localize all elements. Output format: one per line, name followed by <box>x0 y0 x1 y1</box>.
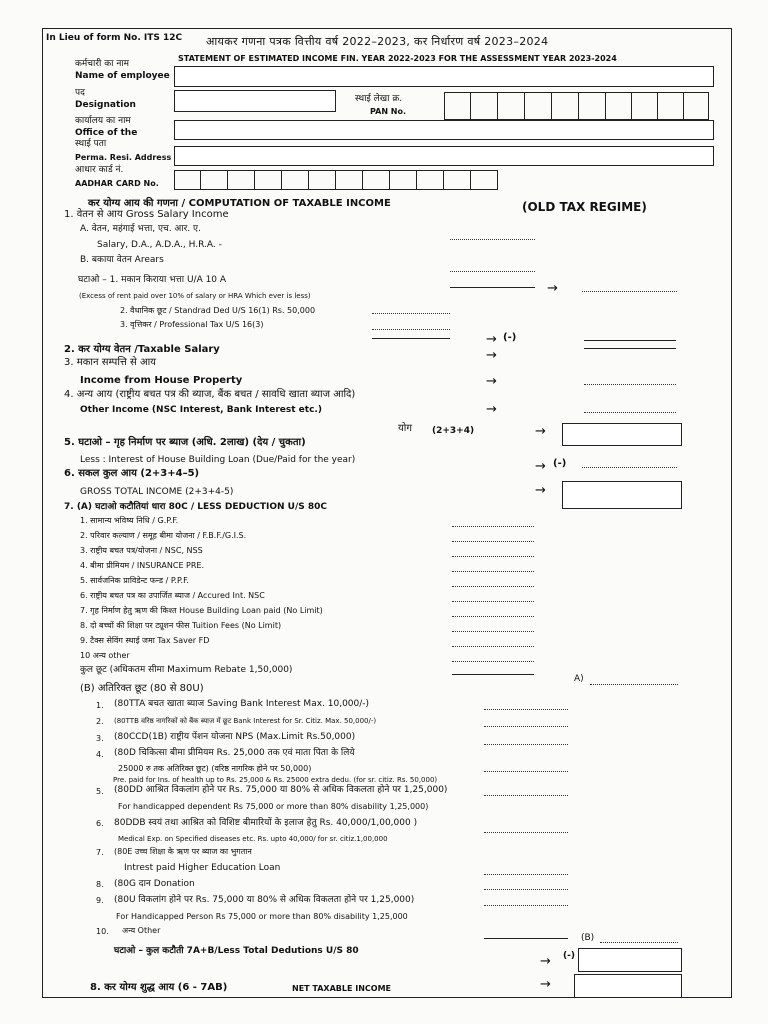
arrow-right-icon: → <box>535 424 546 439</box>
gross-total-label-hi: 6. सकल कुल आय (2+3+4–5) <box>64 468 200 479</box>
aadhar-number-field[interactable] <box>174 170 498 190</box>
sum-total-field[interactable] <box>562 423 682 446</box>
arrow-right-icon: → <box>535 459 546 474</box>
80d-field[interactable] <box>484 771 568 772</box>
80tta-field[interactable] <box>484 709 568 710</box>
total-deductions-label: घटाओ – कुल कटौती 7A+B/Less Total Dedutions U/S 80 <box>114 946 359 956</box>
computation-heading: कर योग्य आय की गणना / COMPUTATION OF TAXABLE INCOME <box>88 198 391 209</box>
insurance-field[interactable] <box>452 571 534 572</box>
arrow-right-icon: → <box>486 374 497 389</box>
hbl-interest-field[interactable] <box>582 467 677 468</box>
item-number: 6. <box>96 819 104 828</box>
80dd-field[interactable] <box>484 795 568 796</box>
arrears-label: B. बकाया वेतन Arears <box>80 255 164 265</box>
80u-label-2: For Handicapped Person Rs 75,000 or more than 80% disability 1,25,000 <box>116 912 408 921</box>
80e-label-2: Intrest paid Higher Education Loan <box>124 863 281 873</box>
net-taxable-income-field[interactable] <box>574 974 682 998</box>
gis-label: 2. परिवार कल्याण / समूह बीमा योजना / F.B.F./G.I.S. <box>80 531 247 540</box>
ppf-label: 5. सार्वजनिक प्राविडेन्ट फन्ड / P.P.F. <box>80 576 189 585</box>
80ddb-label: 80DDB स्वयं तथा आश्रित को विशिष्ट बीमारियों के इलाज हेतु Rs. 40,000/1,00,000 ) <box>114 818 418 828</box>
old-tax-regime-label: (OLD TAX REGIME) <box>522 200 647 214</box>
80g-label: (80G दान Donation <box>114 879 195 889</box>
accrued-nsc-field[interactable] <box>452 601 534 602</box>
address-field[interactable] <box>174 146 714 166</box>
professional-tax-label: 3. वृत्तिकर / Professional Tax U/S 16(3) <box>120 320 264 329</box>
sum-label: योग <box>398 423 413 434</box>
employee-name-field[interactable] <box>174 66 714 87</box>
form-reference: In Lieu of form No. ITS 12C <box>46 33 183 43</box>
subtotal-a-label: A) <box>574 674 584 684</box>
ppf-field[interactable] <box>452 586 534 587</box>
item-number: 7. <box>96 848 104 857</box>
80d-label-3: Pre. paid for Ins. of health up to Rs. 25,000 & Rs. 25000 extra dedu. (for sr. citiz. Rs. 50,000) <box>113 776 438 784</box>
designation-field[interactable] <box>174 90 336 112</box>
aadhar-label-hi: आधार कार्ड नं. <box>75 165 124 175</box>
office-label-hi: कार्यालय का नाम <box>75 116 131 126</box>
gross-total-field[interactable] <box>562 481 682 509</box>
hra-deduction-note: (Excess of rent paid over 10% of salary or HRA Which ever is less) <box>79 292 311 300</box>
item-number: 9. <box>96 896 104 905</box>
other-income-field[interactable] <box>584 412 676 413</box>
aadhar-label-en: AADHAR CARD No. <box>75 179 159 188</box>
subtotal-b-label: (B) <box>581 933 595 943</box>
arrow-right-icon: → <box>486 348 497 363</box>
minus-sign: (-) <box>563 951 575 961</box>
english-title: STATEMENT OF ESTIMATED INCOME FIN. YEAR 2022-2023 FOR THE ASSESSMENT YEAR 2023-2024 <box>178 54 617 63</box>
designation-label-hi: पद <box>75 88 85 98</box>
item-number: 2. <box>96 717 104 726</box>
item-number: 5. <box>96 787 104 796</box>
deduction-80c-heading: 7. (A) घटाओ कटौतियां धारा 80C / LESS DEDUCTION U/S 80C <box>64 502 328 512</box>
house-property-label-en: Income from House Property <box>80 375 243 386</box>
salary-amount-field[interactable] <box>450 239 535 240</box>
tax-saver-fd-label: 9. टैक्स सेविंग स्थाई जमा Tax Saver FD <box>80 636 210 645</box>
max-rebate-field[interactable] <box>452 674 534 675</box>
address-label-en: Perma. Resi. Address <box>75 153 172 162</box>
taxable-salary-label: 2. कर योग्य वेतन /Taxable Salary <box>64 344 220 355</box>
arrow-right-icon: → <box>486 332 497 347</box>
sum-formula: (2+3+4) <box>432 426 475 436</box>
gpf-field[interactable] <box>452 526 534 527</box>
other-80-field[interactable] <box>484 938 568 939</box>
other-income-label-hi: 4. अन्य आय (राष्ट्रीय बचत पत्र की ब्याज, बैंक बचत / सावधि खाता ब्याज आदि) <box>64 389 356 400</box>
arrow-right-icon: → <box>535 483 546 498</box>
subtotal-a-field[interactable] <box>590 684 678 685</box>
deductions-total-line <box>372 338 450 339</box>
hra-amount-field[interactable] <box>450 287 535 288</box>
house-property-field[interactable] <box>584 384 676 385</box>
gpf-label: 1. सामान्य भविष्य निधि / G.P.F. <box>80 516 179 525</box>
net-taxable-label-en: NET TAXABLE INCOME <box>292 984 392 993</box>
other-80-label: अन्य Other <box>122 926 161 935</box>
80ddb-field[interactable] <box>484 832 568 833</box>
other-80c-field[interactable] <box>452 661 534 662</box>
other-80c-label: 10 अन्य other <box>80 651 130 660</box>
pan-number-field[interactable] <box>444 92 712 120</box>
item-number: 3. <box>96 734 104 743</box>
professional-tax-field[interactable] <box>372 329 450 330</box>
arrow-right-icon: → <box>540 977 551 992</box>
80g-field[interactable] <box>484 889 568 890</box>
80d-label: (80D चिकित्सा बीमा प्रीमियम Rs. 25,000 तक एवं माता पिता के लिये <box>114 748 355 758</box>
max-rebate-label: कुल छूट (अधिकतम सीमा Maximum Rebate 1,50,000) <box>80 665 293 675</box>
office-name-field[interactable] <box>174 120 714 140</box>
accrued-nsc-label: 6. राष्ट्रीय बचत पत्र का उपार्जित ब्याज / Accured Int. NSC <box>80 591 265 600</box>
net-taxable-label-hi: 8. कर योग्य शुद्ध आय (6 - 7AB) <box>90 982 228 993</box>
80tta-label: (80TTA बचत खाता ब्याज Saving Bank Interest Max. 10,000/-) <box>114 699 370 709</box>
tax-saver-fd-field[interactable] <box>452 646 534 647</box>
80u-label: (80U विकलांग होने पर Rs. 75,000 या 80% से अधिक विकलता होने पर 1,25,000) <box>114 895 415 905</box>
total-deductions-field[interactable] <box>578 948 682 972</box>
deduction-result-field[interactable] <box>584 340 676 341</box>
nsc-field[interactable] <box>452 556 534 557</box>
item-number: 4. <box>96 750 104 759</box>
gis-field[interactable] <box>452 541 534 542</box>
gross-salary-label: 1. वेतन से आय Gross Salary Income <box>64 209 229 220</box>
minus-sign: (-) <box>503 332 517 343</box>
hbl-principal-field[interactable] <box>452 616 534 617</box>
pan-label-en: PAN No. <box>370 107 407 116</box>
subtotal-b-field[interactable] <box>600 942 678 943</box>
hra-deduction-label: घटाओ – 1. मकान किराया भत्ता U/A 10 A <box>78 275 227 285</box>
80e-label: (80E उच्च शिक्षा के ऋण पर ब्याज का भुगतान <box>114 847 252 856</box>
arrow-right-icon: → <box>486 402 497 417</box>
office-label-en: Office of the <box>75 128 138 138</box>
name-label-hi: कर्मचारी का नाम <box>75 59 130 69</box>
nsc-label: 3. राष्ट्रीय बचत पत्र/योजना / NSC, NSS <box>80 546 203 555</box>
hbl-interest-label-en: Less : Interest of House Building Loan (Due/Paid for the year) <box>80 455 356 465</box>
insurance-label: 4. बीमा प्रीमियम / INSURANCE PRE. <box>80 561 205 570</box>
salary-components-en: Salary, D.A., A.D.A., H.R.A. - <box>97 240 222 250</box>
item-number: 10. <box>96 927 109 936</box>
house-property-label-hi: 3. मकान सम्पत्ति से आय <box>64 357 156 368</box>
80e-field[interactable] <box>484 874 568 875</box>
arrow-right-icon: → <box>547 281 558 296</box>
pan-label-hi: स्थाई लेखा क्र. <box>355 94 403 104</box>
hindi-title: आयकर गणना पत्रक वित्तीय वर्ष 2022–2023, कर निर्धारण वर्ष 2023–2024 <box>206 35 549 48</box>
tuition-fees-label: 8. दो बच्चों की शिक्षा पर ट्यूशन फीस Tuition Fees (No Limit) <box>80 621 282 630</box>
address-label-hi: स्थाई पता <box>75 139 107 149</box>
hbl-interest-label-hi: 5. घटाओ – गृह निर्माण पर ब्याज (अधि. 2लाख) (देय / चुकता) <box>64 437 306 448</box>
80ccd-label: (80CCD(1B) राष्ट्रीय पेंशन योजना NPS (Max.Limit Rs.50,000) <box>114 732 356 742</box>
item-number: 8. <box>96 880 104 889</box>
80u-field[interactable] <box>484 905 568 906</box>
tuition-fees-field[interactable] <box>452 631 534 632</box>
standard-deduction-field[interactable] <box>372 313 450 314</box>
item-number: 1. <box>96 701 104 710</box>
taxable-salary-field[interactable] <box>584 348 676 349</box>
additional-deduction-heading: (B) अतिरिक्त छूट (80 से 80U) <box>80 683 204 694</box>
designation-label-en: Designation <box>75 100 136 110</box>
80ddb-label-2: Medical Exp. on Specified diseases etc. Rs. upto 40,000/ for sr. citiz.1,00,000 <box>118 835 388 843</box>
80ttb-label: (80TTB वरिष्ठ नागरिकों को बैंक ब्याज में छूट Bank Interest for Sr. Citiz. Max. 50,000/-) <box>114 717 377 725</box>
gross-total-label-en: GROSS TOTAL INCOME (2+3+4-5) <box>80 487 234 497</box>
salary-components-hi: A. वेतन, महंगाई भत्ता, एच. आर. ए. <box>80 224 201 234</box>
80dd-label: (80DD आश्रित विकलांग होने पर Rs. 75,000 या 80% से अधिक विकलता होने पर 1,25,000) <box>114 785 448 795</box>
80d-label-2: 25000 रु तक अतिरिक्त छूट) (वरिष्ठ नागरिक होने पर 50,000) <box>118 764 312 773</box>
hbl-principal-label: 7. गृह निर्माण हेतु ऋण की किश्त House Building Loan paid (No Limit) <box>80 606 323 615</box>
salary-subtotal-field[interactable] <box>582 291 677 292</box>
name-label-en: Name of employee <box>75 71 170 81</box>
arrow-right-icon: → <box>540 954 551 969</box>
80dd-label-2: For handicapped dependent Rs 75,000 or more than 80% disability 1,25,000) <box>118 802 429 811</box>
minus-sign: (-) <box>553 458 567 469</box>
80ccd-field[interactable] <box>484 744 568 745</box>
other-income-label-en: Other Income (NSC Interest, Bank Interest etc.) <box>80 405 322 415</box>
standard-deduction-label: 2. वैधानिक छूट / Standrad Ded U/S 16(1) Rs. 50,000 <box>120 306 316 315</box>
80ttb-field[interactable] <box>484 726 568 727</box>
arrears-amount-field[interactable] <box>450 271 535 272</box>
